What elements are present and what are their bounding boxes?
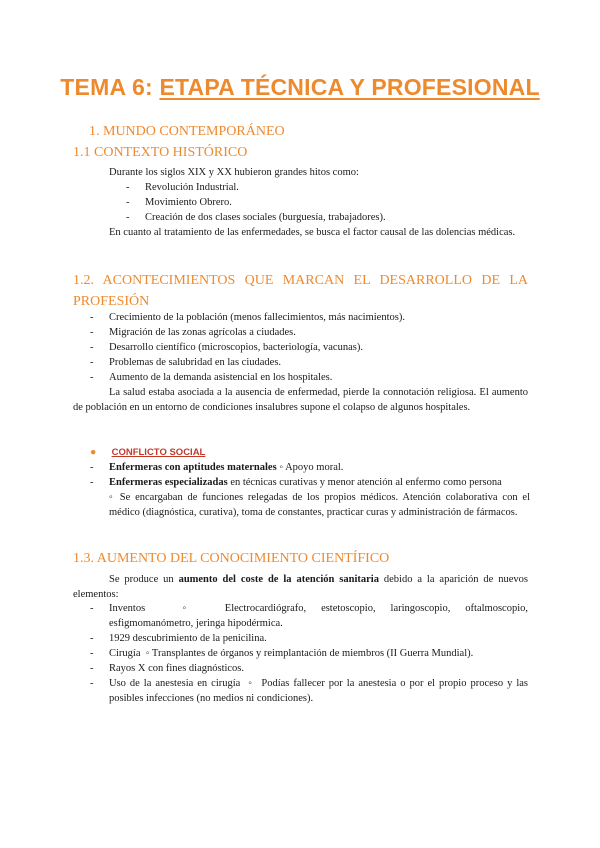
section-1-1-list <box>126 180 526 225</box>
section-1-2-list <box>90 310 530 385</box>
section-1-3-heading: 1.3. AUMENTO DEL CONOCIMIENTO CIENTÍFICO <box>73 551 390 566</box>
intro-bold: aumento del coste de la atención sanitaria <box>178 574 379 585</box>
conflict-list <box>90 460 530 520</box>
list-item-text: en técnicas curativas y menor atención al enfermo como persona <box>227 477 502 488</box>
conflict-social-label: CONFLICTO SOCIAL <box>111 447 206 458</box>
list-item-bold: Enfermeras especializadas <box>109 477 228 488</box>
document-title <box>0 74 600 101</box>
bullet-dot-icon: ● <box>90 447 97 458</box>
list-item: - Revolución Industrial. <box>126 180 526 195</box>
section-1-3-intro <box>73 572 528 602</box>
list-item: - Movimiento Obrero. <box>126 195 526 210</box>
list-item: - Aumento de la demanda asistencial en los hospitales. <box>90 370 530 385</box>
list-item: - Uso de la anestesia en cirugía ◦ Podías fallecer por la anestesia o por el propio proceso y las posibles infecciones (no medios ni condiciones). <box>90 676 528 706</box>
title-prefix: TEMA 6: <box>60 74 160 100</box>
list-item: - Problemas de salubridad en las ciudades. <box>90 355 530 370</box>
section-1-2-heading: 1.2. ACONTECIMIENTOS QUE MARCAN EL DESARROLLO DE LA PROFESIÓN <box>73 273 528 309</box>
list-item: - Crecimiento de la población (menos fallecimientos, más nacimientos). <box>90 310 530 325</box>
list-item: - Desarrollo científico (microscopios, bacteriología, vacunas). <box>90 340 530 355</box>
intro-text: debido a la aparición de nuevos elementos: <box>73 574 528 600</box>
list-item <box>90 460 530 475</box>
list-item: - Inventos ◦ Electrocardiógrafo, estetoscopio, laringoscopio, oftalmoscopio, esfigmomanómetro, jeringa hipodérmica. <box>90 601 528 631</box>
list-item-text: ◦ Apoyo moral. <box>276 462 344 473</box>
section-1-2-paragraph: La salud estaba asociada a la ausencia de enfermedad, pierde la connotación religiosa. El aumento de población en un entorno de condiciones insalubres supone el colapso de algunos hospitales. <box>73 387 528 413</box>
section-1-1-intro: Durante los siglos XIX y XX hubieron grandes hitos como: <box>109 167 359 178</box>
section-1-1-closing: En cuanto al tratamiento de las enfermedades, se busca el factor causal de las dolencias médicas. <box>109 227 516 238</box>
intro-text: Se produce un <box>109 574 179 585</box>
list-item: - Migración de las zonas agrícolas a ciudades. <box>90 325 530 340</box>
list-item <box>90 475 530 520</box>
section-1-heading: 1. MUNDO CONTEMPORÁNEO <box>89 124 285 139</box>
list-item-subtext: ◦ Se encargaban de funciones relegadas de los propios médicos. Atención colaborativa con el médico (diagnóstica, curativa), toma de constantes, practicar curas y administración de fármacos. <box>109 492 530 518</box>
list-item-bold: Enfermeras con aptitudes maternales <box>109 462 277 473</box>
list-item: - 1929 descubrimiento de la penicilina. <box>90 631 528 646</box>
list-item: - Rayos X con fines diagnósticos. <box>90 661 528 676</box>
section-1-1-heading: 1.1 CONTEXTO HISTÓRICO <box>73 145 248 160</box>
conflict-social-bullet <box>90 445 205 460</box>
list-item: - Cirugía ◦ Transplantes de órganos y reimplantación de miembros (II Guerra Mundial). <box>90 646 528 661</box>
list-item: - Creación de dos clases sociales (burguesía, trabajadores). <box>126 210 526 225</box>
section-1-3-list <box>90 601 531 706</box>
title-main: ETAPA TÉCNICA Y PROFESIONAL <box>159 74 540 100</box>
